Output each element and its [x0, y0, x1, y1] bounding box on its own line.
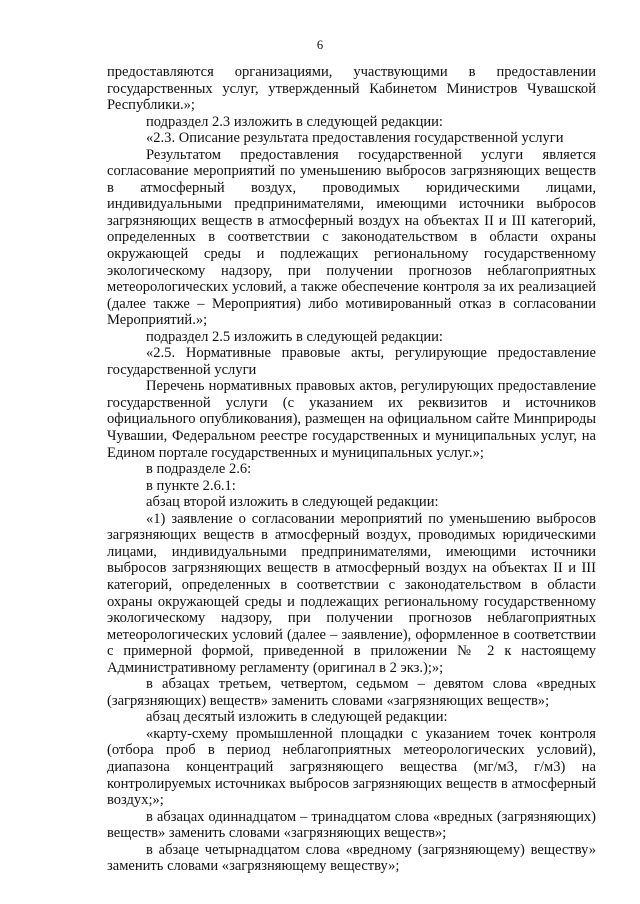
section-heading: «2.3. Описание результата предоставления государственной услуги [146, 130, 564, 147]
paragraph: подраздел 2.3 изложить в следующей редакции: [146, 113, 443, 130]
paragraph: в подразделе 2.6: [146, 461, 252, 478]
section-heading: «2.5. Нормативные правовые акты, регулирующие предоставление государственной услуги [107, 345, 596, 378]
document-body [107, 64, 596, 875]
paragraph: в пункте 2.6.1: [146, 477, 236, 494]
paragraph: абзац второй изложить в следующей редакции: [146, 494, 439, 511]
paragraph: подраздел 2.5 изложить в следующей редакции: [146, 328, 443, 345]
paragraph: предоставляются организациями, участвующими в предоставлении государственных услуг, утвержденный Кабинетом Министров Чувашской Республики.»; [107, 64, 596, 114]
paragraph: «1) заявление о согласовании мероприятий по уменьшению выбросов загрязняющих веществ в атмосферный воздух, проводимых юридическими лицами, индивидуальными предпринимателями, имеющими источники выбросов загрязняющих веществ в атмосферный воздух на объектах II и III категорий, определенных в соответствии с законодательством в области охраны окружающей среды и подлежащих региональному государственному экологическому надзору, при получении прогнозов неблагоприятных метеорологических условий (далее – заявление), оформленное в соответствии с примерной формой, приведенной в приложении № 2 к настоящему Административному регламенту (оригинал в 2 экз.);»; [107, 510, 596, 676]
paragraph: Результатом предоставления государственной услуги является согласование мероприятий по уменьшению выбросов загрязняющих веществ в атмосферный воздух, проводимых юридическими лицами, индивидуальными предпринимателями, имеющими источники выбросов загрязняющих веществ в атмосферный воздух на объектах II и III категорий, определенных в соответствии с законодательством в области охраны окружающей среды и подлежащих региональному государственному экологическому надзору, при получении прогнозов неблагоприятных метеорологических условий, а также обеспечение контроля за их реализацией (далее также – Мероприятия) либо мотивированный отказ в согласовании Мероприятий.»; [107, 146, 596, 329]
page-number: 6 [316, 38, 324, 52]
paragraph: в абзаце четырнадцатом слова «вредному (загрязняющему) веществу» заменить словами «загрязняющему веществу»; [107, 841, 596, 875]
paragraph: в абзацах одиннадцатом – тринадцатом слова «вредных (загрязняющих) веществ» заменить словами «загрязняющих веществ»; [107, 808, 596, 842]
paragraph: «карту-схему промышленной площадки с указанием точек контроля (отбора проб в период неблагоприятных метеорологических условий), диапазона концентраций загрязняющего вещества (мг/м3, г/м3) на контролируемых источниках выбросов загрязняющих веществ в атмосферный воздух;»; [107, 725, 596, 809]
paragraph: Перечень нормативных правовых актов, регулирующих предоставление государственной услуги (с указанием их реквизитов и источников официального опубликования), размещен на официальном сайте Минприроды Чувашии, Федеральном реестре государственных и муниципальных услуг, на Едином портале государственных и муниципальных услуг.»; [107, 378, 596, 461]
paragraph: абзац десятый изложить в следующей редакции: [146, 709, 448, 726]
paragraph: в абзацах третьем, четвертом, седьмом – девятом слова «вредных (загрязняющих) веществ» заменить словами «загрязняющих веществ»; [107, 676, 596, 709]
